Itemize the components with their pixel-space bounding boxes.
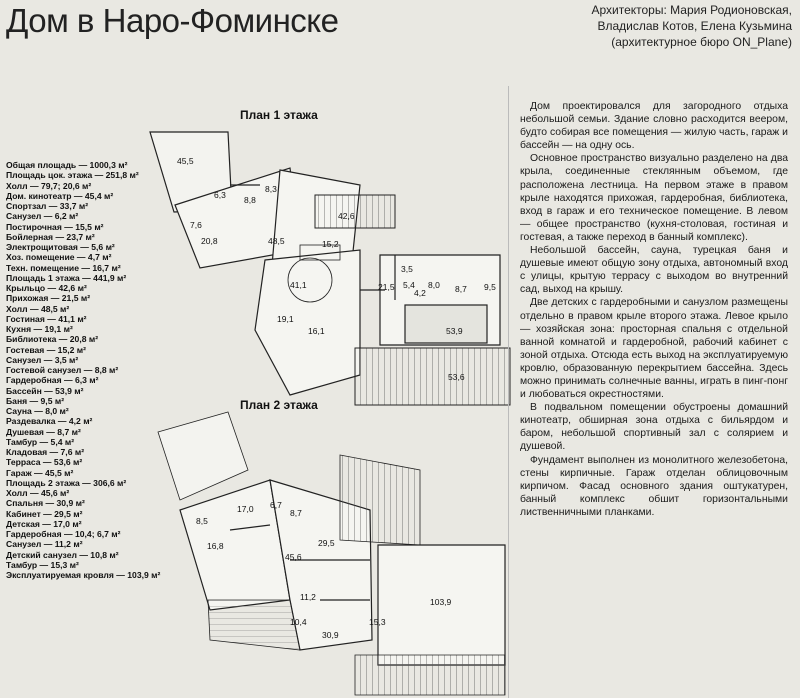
article-paragraph: Фундамент выполнен из монолитного железобетона, стены кирпичные. Гараж отделан облицовочным кирпичом. Фасад основного здания оштукатурен, банный комплекс обшит горизонтальными лиственничными планками. xyxy=(520,454,788,518)
room-label: 45,6 xyxy=(285,552,302,562)
floor1-pool xyxy=(405,305,487,343)
room-label: 11,2 xyxy=(300,592,316,602)
spec-item: Бойлерная — 23,7 м² xyxy=(6,231,95,242)
spec-item: Гостевая — 15,2 м² xyxy=(6,344,87,355)
spec-item: Раздевалка — 4,2 м² xyxy=(6,416,93,427)
room-label: 53,6 xyxy=(448,372,465,382)
room-label: 4,2 xyxy=(414,288,426,298)
room-label: 15,2 xyxy=(322,239,339,249)
spec-item: Дом. кинотеатр — 45,4 м² xyxy=(6,190,114,201)
floor2-hatch-bottom xyxy=(355,655,505,695)
room-label: 53,9 xyxy=(446,326,463,336)
floor1-porch xyxy=(315,195,395,228)
spec-item: Холл — 79,7; 20,6 м² xyxy=(6,180,92,191)
spec-item: Кладовая — 7,6 м² xyxy=(6,447,85,457)
room-label: 8,3 xyxy=(265,184,277,194)
spec-item: Санузел — 6,2 м² xyxy=(6,211,79,222)
spec-item: Гардеробная — 6,3 м² xyxy=(6,375,99,386)
room-label: 15,3 xyxy=(369,617,386,627)
spec-item: Тамбур — 5,4 м² xyxy=(6,436,75,447)
spec-item: Холл — 45,6 м² xyxy=(6,488,70,498)
spec-item: Спортзал — 33,7 м² xyxy=(6,201,89,211)
article-paragraph: Основное пространство визуально разделено на два крыла, соединенные стеклянным объемом, где расположена лестница. На первом этаже в правом крыле находятся прихожая, гардеробная, библиотека, вход в гараж и его техническое помещение. В левом — общее пространство (кухня-столовая, гостиная и гостевая, а также переход в банный комплекс). xyxy=(520,153,788,243)
spec-item: Библиотека — 20,8 м² xyxy=(6,334,99,345)
room-label: 41,1 xyxy=(290,280,307,290)
spec-item: Бассейн — 53,9 м² xyxy=(6,385,84,396)
spec-item: Техн. помещение — 16,7 м² xyxy=(6,262,121,273)
spec-item: Прихожая — 21,5 м² xyxy=(6,293,91,304)
room-label: 7,6 xyxy=(190,220,202,230)
spec-item: Гардеробная — 10,4; 6,7 м² xyxy=(6,529,121,539)
spec-item: Гараж — 45,5 м² xyxy=(6,467,74,478)
spec-item: Санузел — 3,5 м² xyxy=(6,354,79,365)
article-body xyxy=(520,100,788,519)
room-label: 16,1 xyxy=(308,326,325,336)
room-label: 16,8 xyxy=(207,541,224,551)
room-label: 103,9 xyxy=(430,597,452,607)
spec-item: Санузел — 11,2 м² xyxy=(6,539,83,550)
spec-item: Кабинет — 29,5 м² xyxy=(6,508,83,519)
credits-line: Архитекторы: Мария Родионовская, xyxy=(591,3,792,17)
room-label: 30,9 xyxy=(322,630,339,640)
room-label: 3,5 xyxy=(401,264,413,274)
credits-line: Владислав Котов, Елена Кузьмина xyxy=(597,19,792,33)
floor1-living xyxy=(255,250,360,395)
spec-item: Площадь 2 этажа — 306,6 м² xyxy=(6,477,127,488)
column-divider xyxy=(508,86,509,698)
spec-item: Электрощитовая — 5,6 м² xyxy=(6,242,115,252)
spec-item: Тамбур — 15,3 м² xyxy=(6,559,79,570)
spec-item: Постирочная — 15,5 м² xyxy=(6,221,104,232)
room-label: 20,8 xyxy=(201,236,218,246)
room-label: 8,7 xyxy=(455,284,467,294)
article-paragraph: Небольшой бассейн, сауна, турецкая баня и душевые имеют общую зону отдыха, автономный вход с улицы, крытую террасу с выходом во внутренний сад, выход на крышу. xyxy=(520,245,788,296)
room-label: 6,3 xyxy=(214,190,226,200)
spec-item: Душевая — 8,7 м² xyxy=(6,426,81,437)
spec-item: Площадь цок. этажа — 251,8 м² xyxy=(6,170,139,181)
article-paragraph: В подвальном помещении обустроены домашний кинотеатр, обширная зона отдыха с бильярдом и баром, небольшой спортивный зал с солярием и душевой. xyxy=(520,402,788,453)
room-label: 21,5 xyxy=(378,282,395,292)
spec-item: Спальня — 30,9 м² xyxy=(6,498,85,509)
spec-item: Детская — 17,0 м² xyxy=(6,518,82,529)
floor2-hatch-strip xyxy=(340,455,420,545)
spec-item: Общая площадь — 1000,3 м² xyxy=(6,160,128,170)
spec-item: Эксплуатируемая кровля — 103,9 м² xyxy=(6,570,161,580)
spec-item: Площадь 1 этажа — 441,9 м² xyxy=(6,272,127,283)
floor1-terrace xyxy=(355,348,510,405)
spec-item: Сауна — 8,0 м² xyxy=(6,406,69,416)
page-title: Дом в Наро-Фоминске xyxy=(6,2,339,39)
room-label: 48,5 xyxy=(268,236,285,246)
spec-item: Терраса — 53,6 м² xyxy=(6,457,83,468)
spec-item: Баня — 9,5 м² xyxy=(6,395,65,406)
spec-item: Кухня — 19,1 м² xyxy=(6,324,73,334)
area-specs-list xyxy=(6,160,176,580)
floor2-plan-label: План 2 этажа xyxy=(240,398,318,412)
floor2-plan xyxy=(158,412,505,695)
floor1-plan-label: План 1 этажа xyxy=(240,108,318,122)
room-label: 8,0 xyxy=(428,280,440,290)
credits-line: (архитектурное бюро ON_Plane) xyxy=(611,35,792,49)
spec-item: Детский санузел — 10,8 м² xyxy=(6,549,119,560)
room-label: 19,1 xyxy=(277,314,294,324)
room-label: 9,5 xyxy=(484,282,496,292)
spec-item: Гостиная — 41,1 м² xyxy=(6,313,87,324)
spec-item: Хоз. помещение — 4,7 м² xyxy=(6,252,112,263)
room-label: 8,7 xyxy=(290,508,302,518)
room-label: 29,5 xyxy=(318,538,335,548)
room-label: 42,6 xyxy=(338,211,355,221)
article-paragraph: Дом проектировался для загородного отдыха небольшой семьи. Здание словно расходится веером, будто собирая все помещения — жилую часть, гараж и бассейн — на одну ось. xyxy=(520,101,788,152)
article-paragraph: Две детских с гардеробными и санузлом размещены отдельно в правом крыле второго этажа. Левое крыло — хозяйская зона: просторная спальня с отдельной ванной комнатой и гардеробной, рабочий кабинет с зоной отдыха. Отсюда есть выход на эксплуатируемую кровлю, образованную перекрытием бассейна. Здесь можно принимать солнечные ванны, играть в пинг-понг и любоваться окрестностями. xyxy=(520,297,788,401)
spec-item: Гостевой санузел — 8,8 м² xyxy=(6,365,119,375)
room-label: 5,4 xyxy=(403,280,415,290)
room-label: 8,5 xyxy=(196,516,208,526)
spec-item: Холл — 48,5 м² xyxy=(6,303,70,314)
floor2-hatch-left xyxy=(208,600,300,650)
room-label: 8,8 xyxy=(244,195,256,205)
spec-item: Крыльцо — 42,6 м² xyxy=(6,283,87,293)
room-label: 17,0 xyxy=(237,504,254,514)
room-label: 45,5 xyxy=(177,156,194,166)
floor1-plan xyxy=(150,132,510,405)
room-label: 10,4 xyxy=(290,617,307,627)
room-label: 6,7 xyxy=(270,500,282,510)
